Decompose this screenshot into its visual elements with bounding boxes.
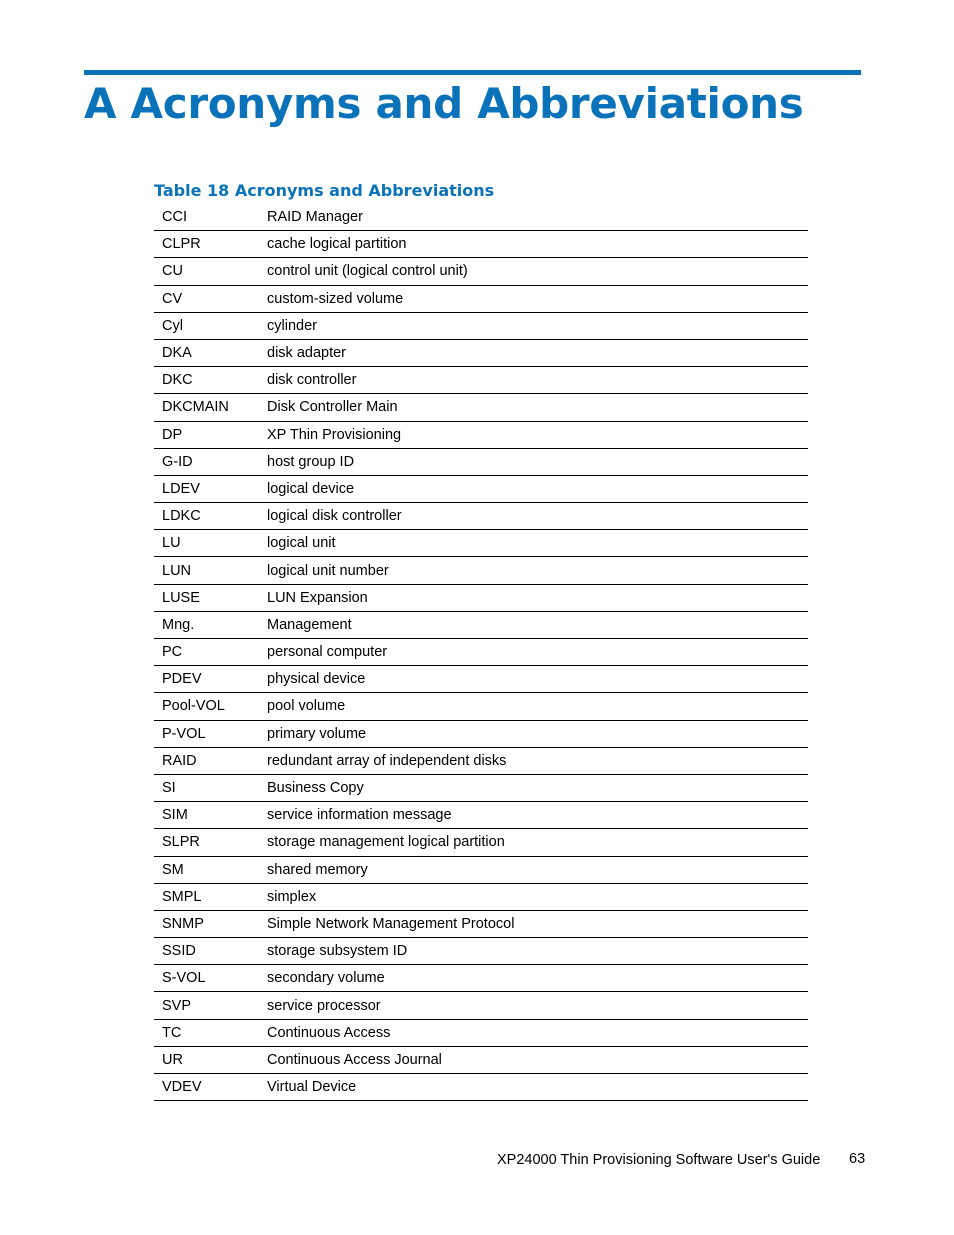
definition-cell: custom-sized volume (267, 290, 404, 307)
definition-cell: Disk Controller Main (267, 399, 398, 416)
table-row (154, 530, 808, 557)
acronym-cell: SIM (162, 807, 188, 824)
acronym-cell: SM (162, 861, 184, 878)
definition-cell: storage subsystem ID (267, 943, 408, 960)
definition-cell: cylinder (267, 317, 317, 334)
acronym-cell: PDEV (162, 671, 202, 688)
acronym-cell: DKCMAIN (162, 399, 229, 416)
table-row (154, 612, 808, 639)
acronym-cell: UR (162, 1051, 183, 1068)
acronym-cell: DKC (162, 372, 193, 389)
footer-page-number: 63 (849, 1151, 866, 1167)
acronym-table (154, 204, 808, 1101)
table-row (154, 340, 808, 367)
table-row (154, 422, 808, 449)
definition-cell: host group ID (267, 453, 355, 470)
definition-cell: Virtual Device (267, 1079, 357, 1096)
acronym-cell: LDKC (162, 508, 201, 525)
definition-cell: Simple Network Management Protocol (267, 915, 515, 932)
chapter-top-rule (84, 70, 861, 75)
definition-cell: secondary volume (267, 970, 385, 987)
definition-cell: redundant array of independent disks (267, 752, 507, 769)
table-row (154, 721, 808, 748)
acronym-cell: RAID (162, 752, 197, 769)
acronym-cell: SVP (162, 997, 192, 1014)
definition-cell: shared memory (267, 861, 368, 878)
table-row (154, 503, 808, 530)
definition-cell: simplex (267, 888, 317, 905)
definition-cell: Business Copy (267, 780, 364, 797)
table-row (154, 965, 808, 992)
definition-cell: logical unit number (267, 562, 389, 579)
table-row (154, 286, 808, 313)
definition-cell: XP Thin Provisioning (267, 426, 402, 443)
definition-cell: pool volume (267, 698, 346, 715)
acronym-cell: TC (162, 1024, 182, 1041)
table-row (154, 802, 808, 829)
acronym-cell: SLPR (162, 834, 200, 851)
table-row (154, 557, 808, 584)
acronym-cell: SI (162, 780, 176, 797)
definition-cell: RAID Manager (267, 209, 363, 226)
acronym-cell: LU (162, 535, 181, 552)
table-row (154, 258, 808, 285)
definition-cell: Management (267, 616, 352, 633)
table-row (154, 231, 808, 258)
acronym-cell: CU (162, 263, 183, 280)
table-row (154, 394, 808, 421)
table-row (154, 857, 808, 884)
table-row (154, 666, 808, 693)
acronym-cell: Cyl (162, 317, 183, 334)
table-caption: Table 18 Acronyms and Abbreviations (154, 181, 495, 200)
acronym-cell: LDEV (162, 480, 200, 497)
chapter-title: A Acronyms and Abbreviations (84, 79, 804, 128)
footer-guide-title: XP24000 Thin Provisioning Software User's Guide (497, 1152, 821, 1168)
table-row (154, 1074, 808, 1101)
table-row (154, 367, 808, 394)
definition-cell: logical unit (267, 535, 336, 552)
table-row (154, 992, 808, 1019)
definition-cell: personal computer (267, 644, 388, 661)
table-row (154, 476, 808, 503)
definition-cell: disk controller (267, 372, 357, 389)
acronym-cell: CV (162, 290, 183, 307)
definition-cell: Continuous Access Journal (267, 1051, 442, 1068)
acronym-cell: P-VOL (162, 725, 206, 742)
acronym-cell: LUSE (162, 589, 200, 606)
acronym-cell: CCI (162, 209, 187, 226)
definition-cell: storage management logical partition (267, 834, 505, 851)
acronym-cell: DP (162, 426, 183, 443)
table-row (154, 313, 808, 340)
table-row (154, 585, 808, 612)
table-row (154, 938, 808, 965)
acronym-cell: SNMP (162, 915, 204, 932)
definition-cell: service information message (267, 807, 452, 824)
acronym-cell: CLPR (162, 236, 201, 253)
definition-cell: control unit (logical control unit) (267, 263, 468, 280)
acronym-cell: VDEV (162, 1079, 202, 1096)
definition-cell: logical disk controller (267, 508, 402, 525)
acronym-cell: Mng. (162, 616, 195, 633)
table-row (154, 1047, 808, 1074)
acronym-cell: LUN (162, 562, 192, 579)
table-row (154, 911, 808, 938)
acronym-cell: Pool-VOL (162, 698, 225, 715)
table-row (154, 204, 808, 231)
table-row (154, 1020, 808, 1047)
definition-cell: physical device (267, 671, 366, 688)
table-row (154, 639, 808, 666)
table-row (154, 693, 808, 720)
acronym-cell: SSID (162, 943, 196, 960)
definition-cell: disk adapter (267, 345, 346, 362)
definition-cell: service processor (267, 997, 381, 1014)
table-row (154, 884, 808, 911)
table-row (154, 748, 808, 775)
acronym-cell: S-VOL (162, 970, 206, 987)
acronym-cell: DKA (162, 345, 192, 362)
definition-cell: cache logical partition (267, 236, 407, 253)
table-row (154, 829, 808, 856)
table-row (154, 449, 808, 476)
definition-cell: LUN Expansion (267, 589, 368, 606)
definition-cell: Continuous Access (267, 1024, 391, 1041)
acronym-cell: SMPL (162, 888, 202, 905)
table-row (154, 775, 808, 802)
definition-cell: primary volume (267, 725, 367, 742)
definition-cell: logical device (267, 480, 355, 497)
acronym-cell: G-ID (162, 453, 193, 470)
acronym-cell: PC (162, 644, 183, 661)
